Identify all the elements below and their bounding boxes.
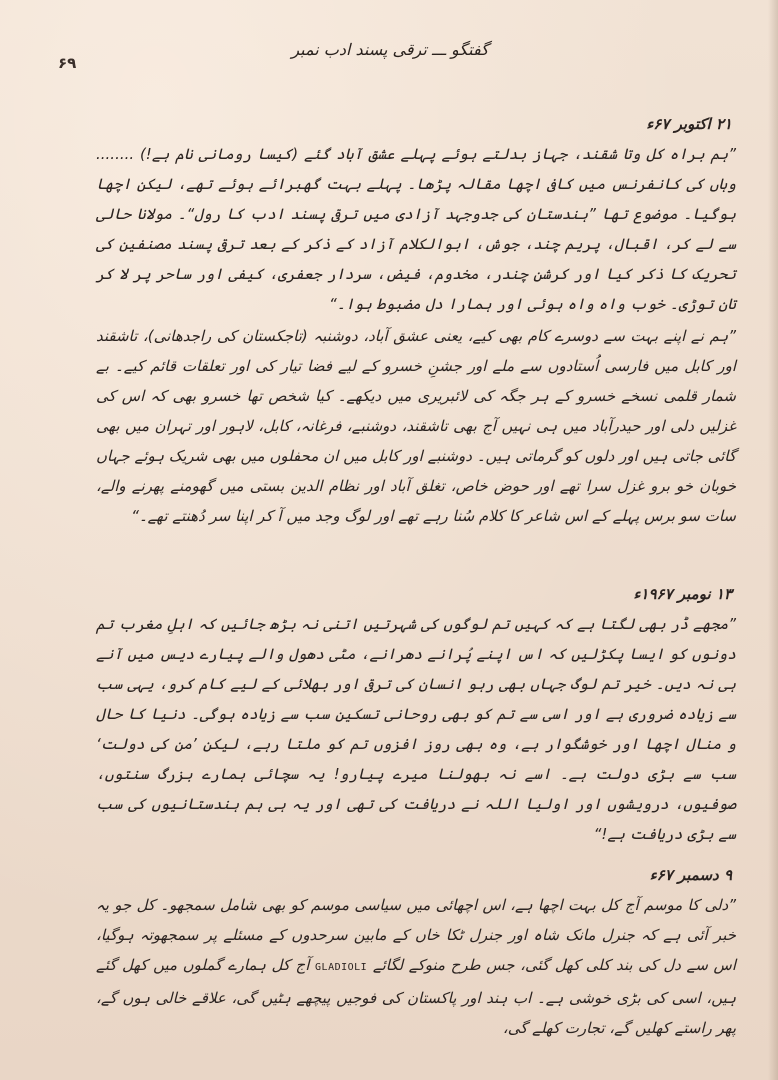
entry-body bbox=[96, 139, 736, 531]
scan-edge-shadow bbox=[768, 0, 778, 1080]
entry-body bbox=[96, 890, 736, 1043]
entry-paragraph bbox=[96, 890, 736, 1043]
entry-paragraph: ”مجھے ڈر بھی لگتا ہے کہ کہیں تم لوگوں کی شہرتیں اتنی نہ بڑھ جائیں کہ اہلِ مغرب تم دونوں کو ایسا پکڑلیں کہ اس اپنے پُرانے دھرانے، مٹی دھول والے پیارے دیس میں آنے ہی نہ دیں۔ خیر تم لوگ جہاں بھی رہو انسان کی ترقی اور بھلائی کے لیے کام کرو، یہی سب سے زیادہ ضروری ہے اور اسی سے تم کو بھی روحانی تسکین سب سے زیادہ ہوگی۔ دنیا کا حال و منال اچھا اور خوشگوار ہے، وہ بھی روز افزوں تم کو ملتا رہے، لیکن ’من کی دولت‘ سب سے بڑی دولت ہے۔ اسے نہ بھولنا میرے پیارو! یہ سچائی ہمارے بزرگ سنتوں، صوفیوں، درویشوں اور اولیا اللہ نے دریافت کی تھی اور یہ ہی ہم ہندستانیوں کی سب سے بڑی دریافت ہے!“ bbox=[96, 615, 736, 843]
letter-entry bbox=[96, 585, 736, 851]
inline-latin-term: GLADIOLI bbox=[315, 962, 368, 973]
entry-paragraph: ”ہم براہ کل وتا شقند، جہاز بدلتے ہوئے پہلے عشق آباد گئے (کیسا رومانی نام ہے!) ........ وہاں کی کانفرنس میں کافی اچھا مقالہ پڑھا۔ پہلے بہت گھبرائے ہوئے تھے، لیکن اچھا ہوگیا۔ موضوع تھا ”ہندستان کی جدوجہد آزادی میں ترقی پسند ادب کا رول“۔ مولانا حالی سے لے کر، اقبال، پریم چند، جوش، ابوالکلام آزاد کے ذکر کے بعد ترقی پسند مصنفین کی تحریک کا ذکر کیا اور کرشن چندر، مخدوم، فیض، سردار جعفری، کیفی اور ساحر پر لا کر تان توڑی۔ خوب واہ واہ ہوئی اور ہمارا دل مضبوط ہوا۔“ bbox=[96, 145, 736, 313]
running-header: گفتگو ـــ ترقی پسند ادب نمبر bbox=[291, 40, 489, 59]
entry-body bbox=[96, 609, 736, 849]
entry-text: آج کل ہمارے گملوں میں کھل گئے ہیں، اسی کی بڑی خوشی ہے۔ اب ہند اور پاکستان کی فوجیں پیچھے ہٹیں گی، علاقے خالی ہوں گے، پھر راستے کھلیں گے، تجارت کھلے گی، bbox=[96, 956, 736, 1037]
entry-date: ۹ دسمبر ۶۷ء bbox=[649, 866, 732, 884]
letter-entry bbox=[96, 115, 736, 533]
letter-entry bbox=[96, 866, 736, 1045]
entry-date: ۲۱ اکتوبر ۶۷ء bbox=[646, 115, 732, 133]
page-number: ۶۹ bbox=[58, 54, 77, 72]
entry-paragraph: ”ہم نے اپنے بہت سے دوسرے کام بھی کیے، یعنی عشق آباد، دوشنبہ (تاجکستان کی راجدھانی)، تاشقند اور کابل میں فارسی اُستادوں سے ملے اور جشنِ خسرو کے لیے فضا تیار کی اور تعلقات قائم کیے۔ بے شمار قلمی نسخے خسرو کے ہر جگہ کی لائبریری میں دیکھے۔ کیا شخص تھا خسرو بھی کہ اس کی غزلیں دلی اور حیدرآباد میں ہی نہیں آج بھی تاشقند، دوشنبے، فرغانہ، کابل، لاہور اور تہران میں بھی گائی جاتی ہیں اور دلوں کو گرماتی ہیں۔ دوشنبے اور کابل میں ان محفلوں میں بھی شریک ہوئے جہاں خوبان خو برو غزل سرا تھے اور حوض خاص، تغلق آباد اور نظام الدین بستی میں گھومنے پھرنے والے، سات سو برس پہلے کے اس شاعر کا کلام سُنا رہے تھے اور لوگ وجد میں آ کر اپنا سر دُھنتے تھے۔“ bbox=[96, 327, 736, 525]
entry-date: ۱۳ نومبر ۱۹۶۷ء bbox=[633, 585, 732, 603]
entry-text: ”دلی کا موسم آج کل بہت اچھا ہے، اس اچھائی میں سیاسی موسم کو بھی شامل سمجھو۔ کل جو یہ خبر آئی ہے کہ جنرل مانک شاہ اور جنرل ٹکا خاں کے مابین سرحدوں کے مسئلے پر سمجھوتہ ہوگیا، اس سے دل کی بند کلی کھل گئی، جس طرح منوکے لگائے bbox=[96, 896, 736, 974]
